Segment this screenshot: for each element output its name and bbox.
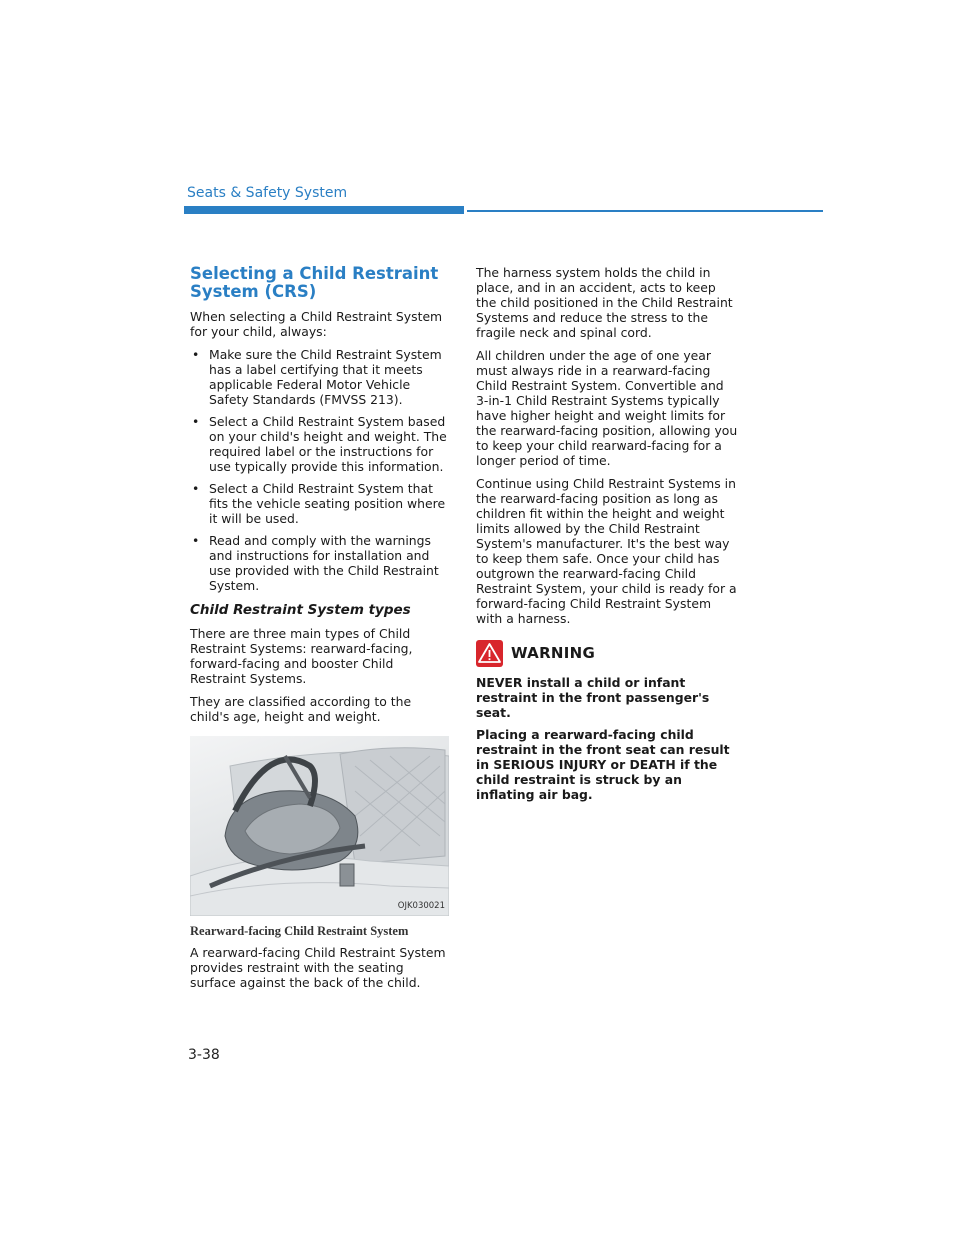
header-rule — [467, 210, 823, 212]
warning-triangle-icon — [476, 640, 503, 667]
classification-paragraph: They are classified according to the child's age, height and weight. — [190, 694, 412, 724]
section-title: Selecting a Child Restraint System (CRS) — [190, 264, 439, 301]
list-item — [190, 347, 452, 407]
list-item-text: Read and comply with the warnings and instructions for installation and use provided with the Child Restraint System. — [209, 533, 439, 593]
rearward-paragraph: A rearward-facing Child Restraint System provides restraint with the seating surface against the back of the child. — [190, 945, 446, 990]
list-item-text: Make sure the Child Restraint System has a label certifying that it meets applicable Federal Motor Vehicle Safety Standards (FMVSS 213). — [209, 347, 442, 407]
bullet-marker: • — [192, 533, 200, 548]
list-item-text: Select a Child Restraint System that fits the vehicle seating position where it will be used. — [209, 481, 446, 526]
figure-code: OJK030021 — [397, 901, 445, 911]
bullet-marker: • — [192, 481, 200, 496]
intro-paragraph: When selecting a Child Restraint System for your child, always: — [190, 309, 443, 339]
list-item — [190, 481, 452, 526]
warning-text: NEVER install a child or infant restraint in the front passenger's seat. — [476, 675, 710, 720]
car-seat-drawing — [190, 736, 449, 916]
subheading: Child Restraint System types — [190, 602, 411, 618]
continue-paragraph: Continue using Child Restraint Systems in the rearward-facing position as long as children fit within the height and weight limits allowed by the Child Restraint System's manufacturer. It's the best way to keep them safe. Once your child has outgrown the rearward-facing Child Restraint System, your child is ready for a forward-facing Child Restraint System with a harness. — [476, 476, 737, 626]
warning-header — [476, 640, 738, 667]
bullet-marker: • — [192, 347, 200, 362]
requirements-list — [190, 347, 452, 593]
warning-title: WARNING — [511, 644, 596, 662]
header-accent-bar — [184, 206, 464, 214]
right-column — [476, 265, 738, 809]
types-paragraph: There are three main types of Child Restraint Systems: rearward-facing, forward-facing and booster Child Restraint Systems. — [190, 626, 413, 686]
bullet-marker: • — [192, 414, 200, 429]
page-number: 3-38 — [188, 1047, 220, 1063]
section-header-title: Seats & Safety System — [187, 185, 348, 201]
harness-paragraph: The harness system holds the child in place, and in an accident, acts to keep the child positioned in the Child Restraint Systems and reduce the stress to the fragile neck and spinal cord. — [476, 265, 733, 340]
warning-text: Placing a rearward-facing child restraint in the front seat can result in SERIOUS INJURY or DEATH if the child restraint is struck by an inflating air bag. — [476, 727, 730, 802]
list-item — [190, 533, 452, 593]
figure-caption: Rearward-facing Child Restraint System — [190, 924, 409, 938]
list-item-text: Select a Child Restraint System based on your child's height and weight. The required label or the instructions for use typically provide this information. — [209, 414, 447, 474]
child-seat-illustration — [190, 736, 449, 916]
list-item — [190, 414, 452, 474]
left-column — [190, 265, 452, 998]
age-paragraph: All children under the age of one year must always ride in a rearward-facing Child Restraint System. Convertible and 3-in-1 Child Restraint Systems typically have higher height and weight limits for the rearward-facing position, allowing you to keep your child rearward-facing for a longer period of time. — [476, 348, 738, 468]
